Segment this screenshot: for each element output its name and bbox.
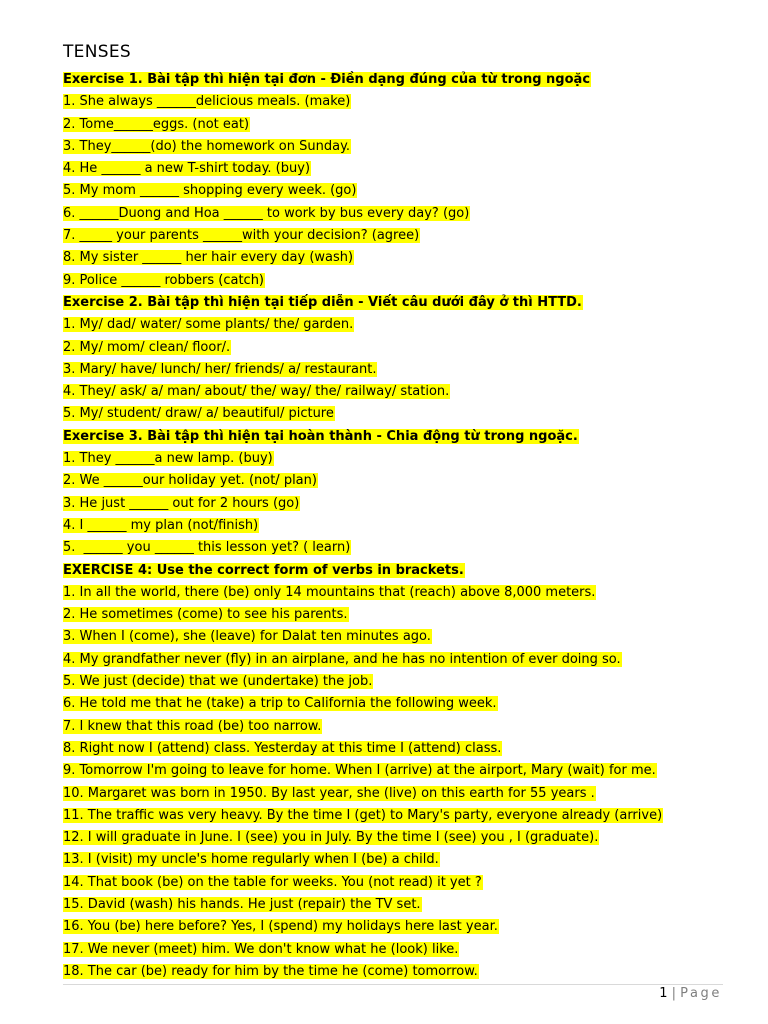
exercise-item: [63, 894, 663, 916]
exercise-item: [63, 805, 663, 827]
exercise-item-text: 12. I will graduate in June. I (see) you in July. By the time I (see) you , I (graduate).: [63, 830, 599, 846]
exercise-item: [63, 203, 663, 225]
exercise-heading: [63, 69, 663, 91]
exercise-item: [63, 114, 663, 136]
exercise-item: [63, 448, 663, 470]
exercise-item: [63, 381, 663, 403]
exercise-item-text: 18. The car (be) ready for him by the time he (come) tomorrow.: [63, 963, 478, 979]
exercise-item: [63, 716, 663, 738]
exercise-item-text: 2. We ______our holiday yet. (not/ plan): [63, 473, 317, 489]
exercise-item: [63, 470, 663, 492]
exercise-item: [63, 671, 663, 693]
exercise-heading-text: EXERCISE 4: Use the correct form of verbs in brackets.: [63, 562, 464, 578]
exercise-item-text: 5. My/ student/ draw/ a/ beautiful/ picture: [63, 406, 334, 422]
exercise-item-text: 3. When I (come), she (leave) for Dalat ten minutes ago.: [63, 629, 431, 645]
exercise-item: [63, 247, 663, 269]
exercise-heading: [63, 426, 663, 448]
exercise-item-text: 3. They______(do) the homework on Sunday.: [63, 138, 351, 154]
exercise-item: [63, 158, 663, 180]
exercise-lines: [63, 69, 663, 983]
exercise-item-text: 3. He just ______ out for 2 hours (go): [63, 495, 300, 511]
exercise-item-text: 4. My grandfather never (fly) in an airplane, and he has no intention of ever doing so.: [63, 651, 621, 667]
exercise-item: [63, 515, 663, 537]
exercise-item-text: 10. Margaret was born in 1950. By last year, she (live) on this earth for 55 years .: [63, 785, 595, 801]
exercise-item: [63, 604, 663, 626]
page-label: Page: [680, 986, 722, 1001]
exercise-heading: [63, 292, 663, 314]
exercise-item-text: 7. _____ your parents ______with your decision? (agree): [63, 228, 420, 244]
exercise-item: [63, 180, 663, 202]
exercise-item-text: 11. The traffic was very heavy. By the time I (get) to Mary's party, everyone already (arrive): [63, 807, 663, 823]
exercise-item: [63, 225, 663, 247]
exercise-item-text: 1. They ______a new lamp. (buy): [63, 451, 273, 467]
exercise-item-text: 5. We just (decide) that we (undertake) the job.: [63, 674, 373, 690]
page-footer: [659, 985, 722, 1003]
exercise-item: [63, 783, 663, 805]
exercise-item-text: 14. That book (be) on the table for weeks. You (not read) it yet ?: [63, 874, 482, 890]
exercise-item-text: 9. Tomorrow I'm going to leave for home. When I (arrive) at the airport, Mary (wait) for me.: [63, 763, 656, 779]
exercise-item: [63, 337, 663, 359]
exercise-item: [63, 872, 663, 894]
exercise-item-text: 4. He ______ a new T-shirt today. (buy): [63, 161, 311, 177]
exercise-heading-text: Exercise 2. Bài tập thì hiện tại tiếp diễn - Viết câu dưới đây ở thì HTTD.: [63, 294, 582, 310]
exercise-item-text: 9. Police ______ robbers (catch): [63, 272, 265, 288]
exercise-item: [63, 582, 663, 604]
exercise-item: [63, 649, 663, 671]
exercise-item: [63, 403, 663, 425]
exercise-item-text: 5. ______ you ______ this lesson yet? ( learn): [63, 540, 351, 556]
exercise-item: [63, 827, 663, 849]
exercise-item-text: 15. David (wash) his hands. He just (repair) the TV set.: [63, 896, 421, 912]
page-title: TENSES: [63, 42, 131, 62]
exercise-item: [63, 359, 663, 381]
exercise-item-text: 3. Mary/ have/ lunch/ her/ friends/ a/ restaurant.: [63, 361, 377, 377]
exercise-item: [63, 270, 663, 292]
exercise-item: [63, 916, 663, 938]
exercise-heading: [63, 560, 663, 582]
exercise-item: [63, 939, 663, 961]
exercise-item-text: 5. My mom ______ shopping every week. (go): [63, 183, 357, 199]
exercise-item-text: 4. I ______ my plan (not/finish): [63, 517, 259, 533]
exercise-item: [63, 626, 663, 648]
exercise-item-text: 16. You (be) here before? Yes, I (spend) my holidays here last year.: [63, 919, 498, 935]
exercise-item-text: 4. They/ ask/ a/ man/ about/ the/ way/ the/ railway/ station.: [63, 384, 450, 400]
exercise-item-text: 8. My sister ______ her hair every day (wash): [63, 250, 354, 266]
exercise-heading-text: Exercise 1. Bài tập thì hiện tại đơn - Điền dạng đúng của từ trong ngoặc: [63, 72, 591, 87]
exercise-item-text: 1. In all the world, there (be) only 14 mountains that (reach) above 8,000 meters.: [63, 584, 596, 600]
exercise-item: [63, 738, 663, 760]
exercise-item: [63, 760, 663, 782]
footer-separator: |: [667, 986, 681, 1001]
exercise-item: [63, 693, 663, 715]
exercise-item: [63, 136, 663, 158]
exercise-item-text: 13. I (visit) my uncle's home regularly when I (be) a child.: [63, 852, 439, 868]
exercise-item: [63, 493, 663, 515]
exercise-item-text: 1. She always ______delicious meals. (make): [63, 94, 351, 110]
exercise-item: [63, 537, 663, 559]
exercise-item-text: 2. Tome______eggs. (not eat): [63, 116, 250, 132]
exercise-item: [63, 314, 663, 336]
exercise-item: [63, 849, 663, 871]
exercise-item-text: 8. Right now I (attend) class. Yesterday at this time I (attend) class.: [63, 740, 502, 756]
exercise-item: [63, 961, 663, 983]
exercise-item-text: 6. ______Duong and Hoa ______ to work by bus every day? (go): [63, 205, 470, 221]
exercise-item-text: 2. He sometimes (come) to see his parents.: [63, 607, 348, 623]
footer-rule: [63, 984, 723, 985]
exercise-item-text: 17. We never (meet) him. We don't know what he (look) like.: [63, 941, 459, 957]
page-number: 1: [659, 986, 668, 1001]
exercise-heading-text: Exercise 3. Bài tập thì hiện tại hoàn thành - Chia động từ trong ngoặc.: [63, 428, 578, 444]
exercise-item-text: 7. I knew that this road (be) too narrow.: [63, 718, 322, 734]
exercise-item: [63, 91, 663, 113]
exercise-item-text: 2. My/ mom/ clean/ floor/.: [63, 339, 231, 355]
exercise-item-text: 6. He told me that he (take) a trip to California the following week.: [63, 696, 497, 712]
exercise-item-text: 1. My/ dad/ water/ some plants/ the/ garden.: [63, 317, 354, 333]
